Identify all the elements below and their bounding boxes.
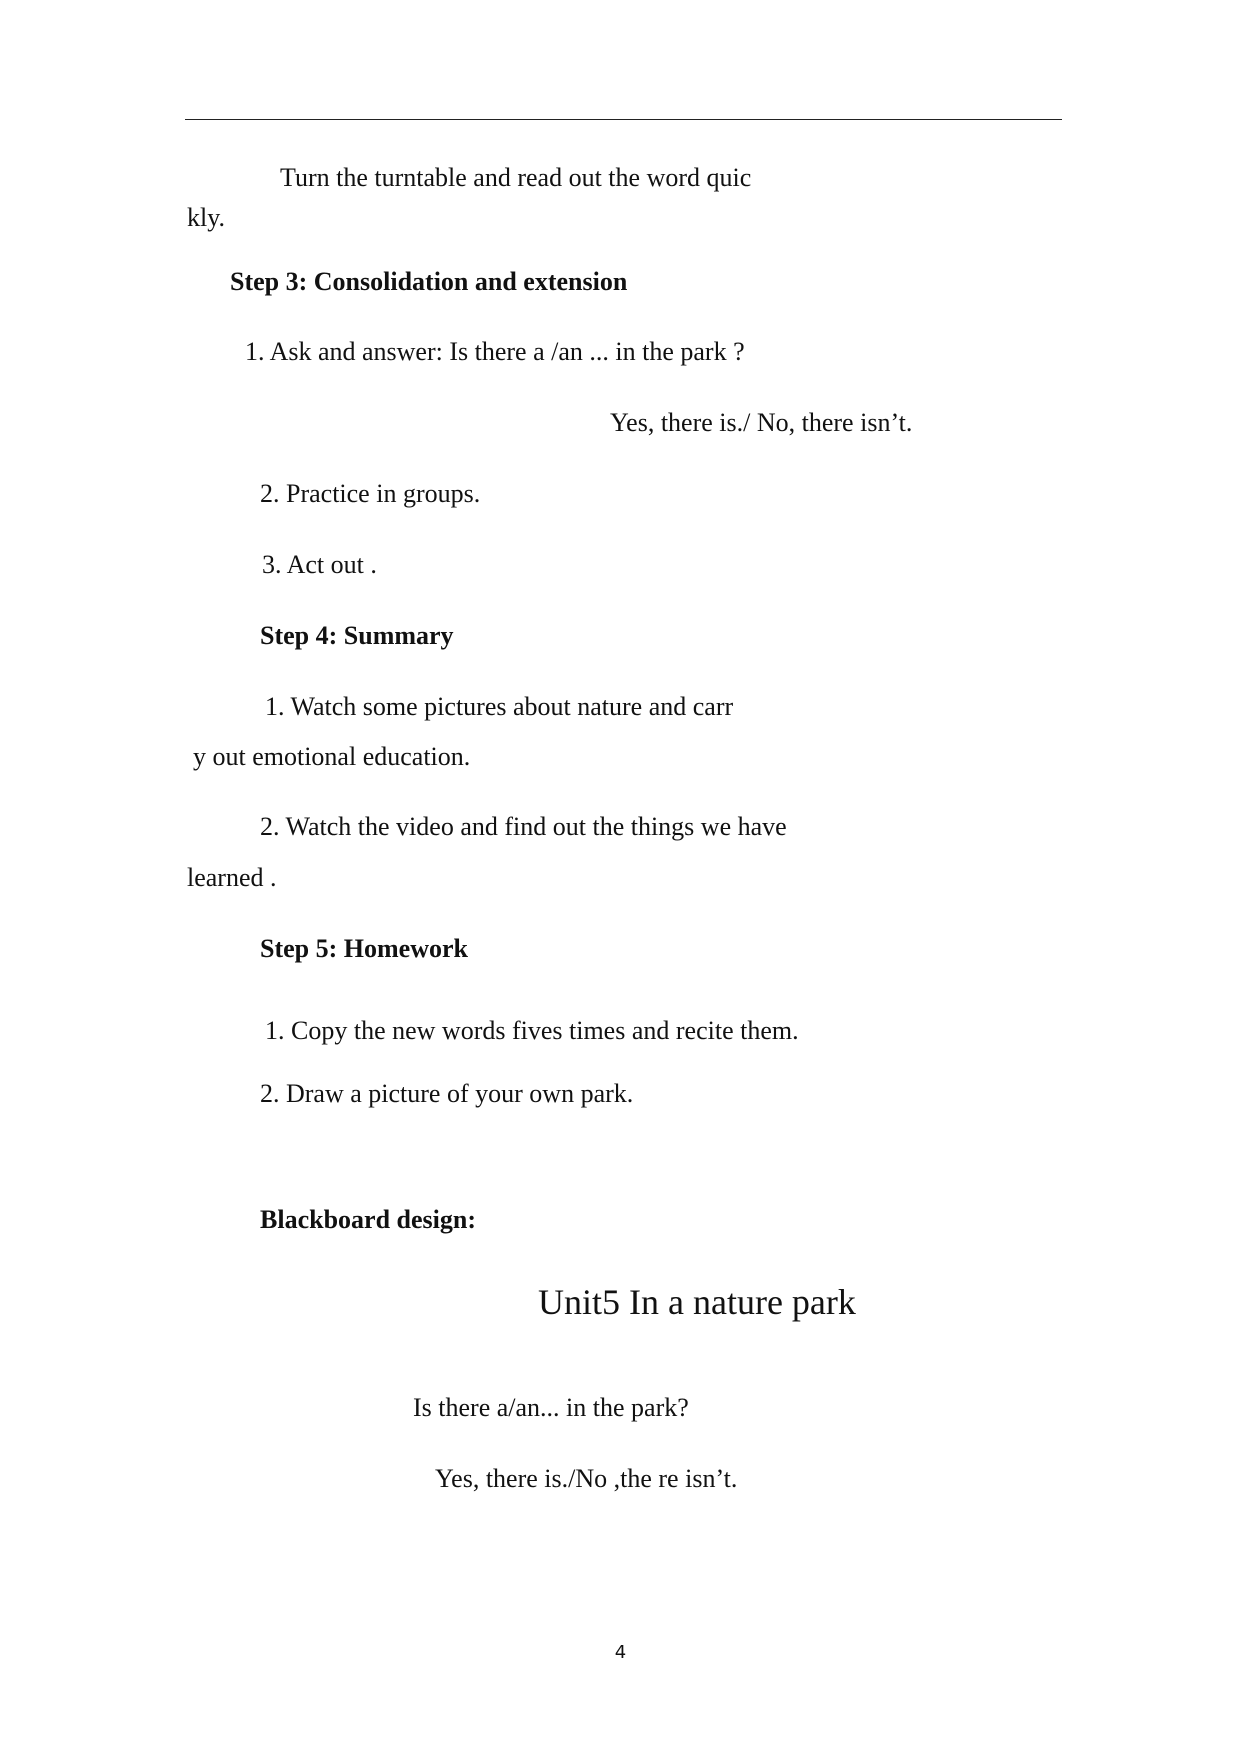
step3-item-2: 2. Practice in groups. — [260, 479, 481, 508]
step4-item-2-line-2: learned . — [187, 863, 277, 892]
step4-item-1-line-1: 1. Watch some pictures about nature and carr — [265, 692, 734, 721]
step3-item-1: 1. Ask and answer: Is there a /an ... in the park ? — [245, 337, 745, 366]
step3-heading: Step 3: Consolidation and extension — [230, 267, 628, 296]
blackboard-heading: Blackboard design: — [260, 1205, 476, 1234]
step5-item-2: 2. Draw a picture of your own park. — [260, 1079, 634, 1108]
step4-item-2-line-1: 2. Watch the video and find out the things we have — [260, 812, 787, 841]
page-number: 4 — [614, 1642, 627, 1663]
step4-item-1-line-2: y out emotional education. — [193, 742, 471, 771]
step3-item-3: 3. Act out . — [262, 550, 377, 579]
step4-heading: Step 4: Summary — [260, 621, 454, 650]
step5-item-1: 1. Copy the new words fives times and recite them. — [265, 1016, 799, 1045]
step3-item-1-answer: Yes, there is./ No, there isn’t. — [610, 408, 913, 437]
blackboard-title: Unit5 In a nature park — [538, 1282, 856, 1322]
blackboard-answer: Yes, there is./No ,the re isn’t. — [435, 1464, 738, 1493]
header-rule — [185, 119, 1062, 120]
intro-line-2: kly. — [187, 203, 226, 232]
intro-line-1: Turn the turntable and read out the word quic — [280, 163, 752, 192]
step5-heading: Step 5: Homework — [260, 934, 468, 963]
blackboard-question: Is there a/an... in the park? — [413, 1393, 689, 1422]
